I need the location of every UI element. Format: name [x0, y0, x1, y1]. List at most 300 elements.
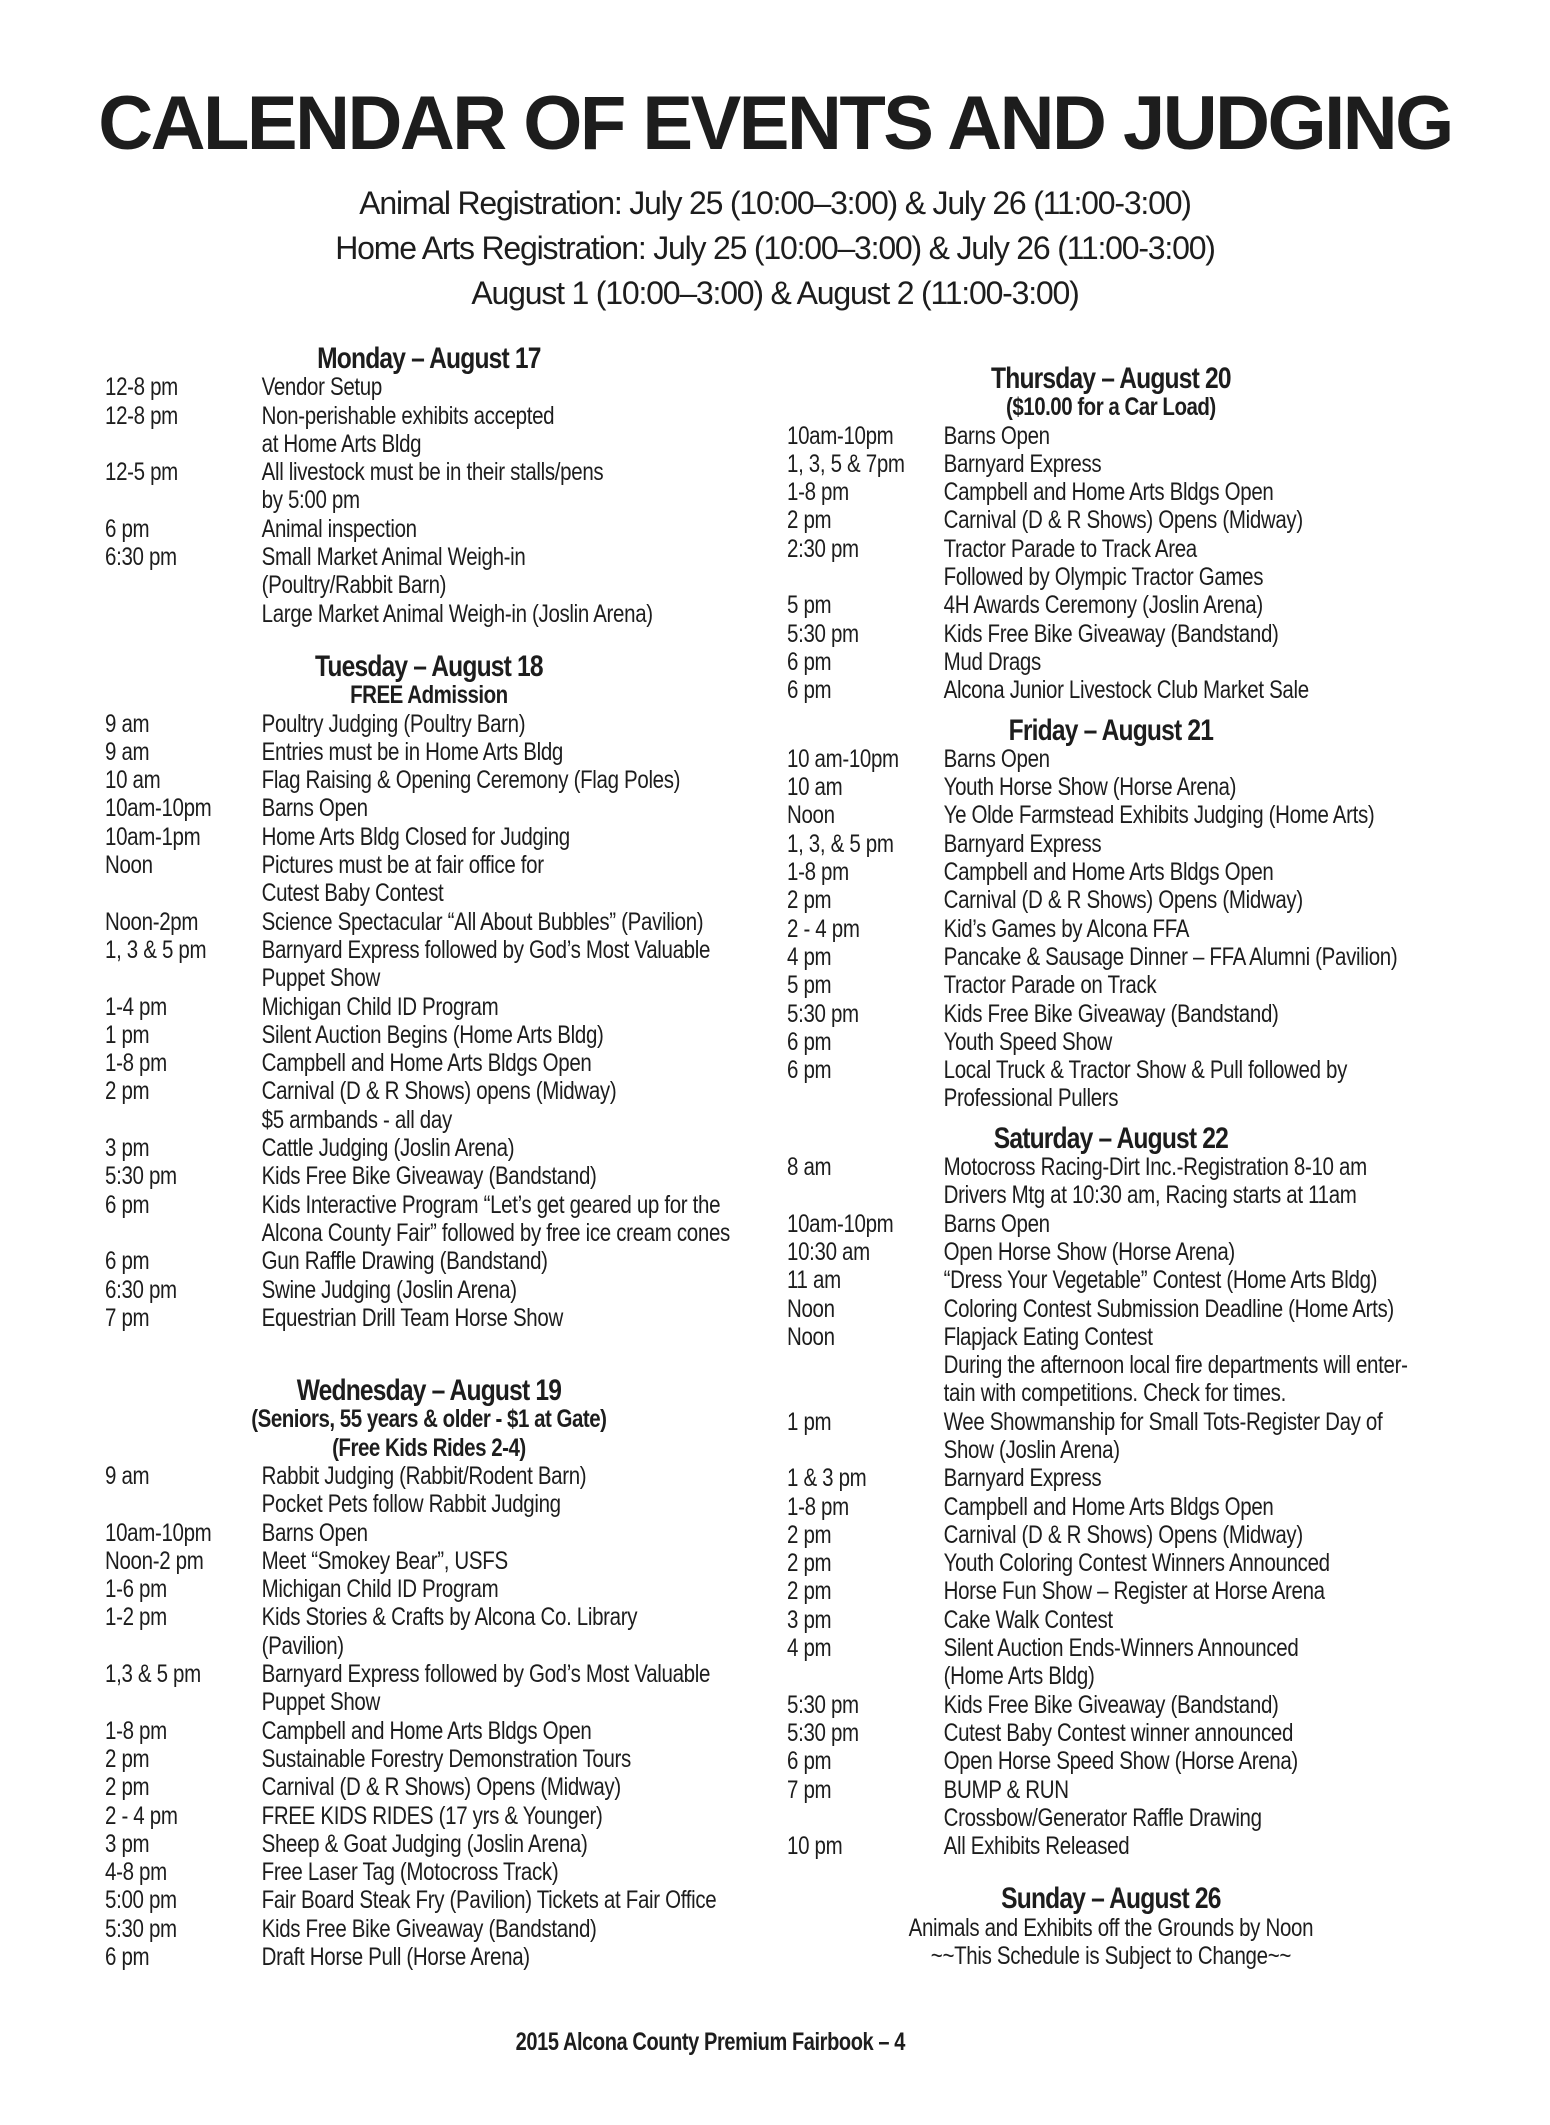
schedule-row — [105, 1519, 753, 1547]
row-time: 6 pm — [105, 1190, 150, 1219]
row-description-line: Carnival (D & R Shows) Opens (Midway) — [261, 1773, 621, 1802]
row-description — [262, 1304, 753, 1332]
row-description — [262, 1191, 753, 1248]
row-description-line: Horse Fun Show – Register at Horse Arena — [943, 1577, 1325, 1606]
column-left — [105, 342, 753, 1972]
row-time: 1 pm — [105, 1020, 150, 1049]
registration-line-home-arts: Home Arts Registration: July 25 (10:00–3:00) & July 26 (11:00-3:00) — [335, 230, 1215, 266]
row-time: 9 am — [105, 709, 150, 738]
section-note: Animals and Exhibits off the Grounds by Noon — [908, 1913, 1314, 1942]
schedule-row — [105, 823, 753, 851]
row-time: 3 pm — [787, 1605, 832, 1634]
row-description-line: Puppet Show — [261, 964, 380, 993]
row-description-line: Barnyard Express followed by God’s Most Valuable — [261, 935, 711, 964]
row-time: 7 pm — [105, 1303, 150, 1332]
row-description-line: Kids Free Bike Giveaway (Bandstand) — [261, 1914, 597, 1943]
row-time: 1, 3, 5 & 7pm — [787, 449, 905, 478]
schedule-row — [787, 1521, 1435, 1549]
row-description — [944, 535, 1435, 592]
row-description-line: Rabbit Judging (Rabbit/Rodent Barn) — [261, 1461, 587, 1490]
row-description-line: Silent Auction Ends-Winners Announced — [943, 1634, 1299, 1663]
row-time: 1-2 pm — [105, 1603, 167, 1632]
row-time: 6:30 pm — [105, 543, 177, 572]
row-time: 5:30 pm — [787, 999, 859, 1028]
row-description — [262, 1745, 753, 1773]
row-description-line: Barns Open — [943, 421, 1050, 450]
row-description-line: Kids Free Bike Giveaway (Bandstand) — [943, 999, 1279, 1028]
row-time: 6 pm — [787, 647, 832, 676]
schedule-row — [105, 1547, 753, 1575]
schedule-row — [105, 851, 753, 908]
row-description-line: Swine Judging (Joslin Arena) — [261, 1275, 517, 1304]
row-description — [944, 1464, 1435, 1492]
schedule-row — [787, 1549, 1435, 1577]
row-description-line: (Home Arts Bldg) — [943, 1662, 1095, 1691]
day-header-wednesday: Wednesday – August 19 — [296, 1374, 562, 1408]
row-description — [944, 1691, 1435, 1719]
schedule-row — [787, 1210, 1435, 1238]
row-description — [262, 851, 753, 908]
row-description — [262, 543, 753, 628]
row-description-line: Poultry Judging (Poultry Barn) — [261, 709, 526, 738]
row-description-line: Barnyard Express — [943, 829, 1102, 858]
row-time: 6:30 pm — [105, 1275, 177, 1304]
row-description-line: Youth Horse Show (Horse Arena) — [943, 773, 1237, 802]
row-time: Noon — [787, 1322, 835, 1351]
row-time: 2 - 4 pm — [787, 914, 860, 943]
row-description-line: All Exhibits Released — [943, 1832, 1130, 1861]
row-time: 2 pm — [787, 1577, 832, 1606]
sub-header-wednesday: (Seniors, 55 years & older - $1 at Gate) — [251, 1405, 607, 1434]
row-description-line: Barnyard Express — [943, 1464, 1102, 1493]
row-description-line: During the afternoon local fire departments will enter- — [943, 1351, 1408, 1380]
row-time: 1-8 pm — [787, 478, 849, 507]
schedule-row — [105, 402, 753, 459]
row-time: 1,3 & 5 pm — [105, 1660, 201, 1689]
row-description — [944, 1056, 1435, 1113]
schedule-row — [787, 1606, 1435, 1634]
schedule-row — [105, 1802, 753, 1830]
row-description-line: Pocket Pets follow Rabbit Judging — [261, 1490, 561, 1519]
row-description-line: at Home Arts Bldg — [261, 429, 422, 458]
row-description — [944, 1266, 1435, 1294]
schedule-row — [787, 858, 1435, 886]
row-description-line: Barns Open — [261, 794, 368, 823]
row-description-line: Cattle Judging (Joslin Arena) — [261, 1134, 515, 1163]
row-description — [262, 1886, 753, 1914]
schedule-row — [787, 1153, 1435, 1210]
row-description-line: Equestrian Drill Team Horse Show — [261, 1303, 563, 1332]
schedule-row — [787, 915, 1435, 943]
row-description — [262, 1077, 753, 1134]
row-description-line: All livestock must be in their stalls/pens — [261, 458, 604, 487]
row-time: 10 pm — [787, 1832, 843, 1861]
row-description — [262, 738, 753, 766]
day-header-monday: Monday – August 17 — [317, 342, 541, 375]
row-time: 11 am — [787, 1266, 841, 1295]
row-time: 2 pm — [105, 1773, 150, 1802]
row-description — [262, 766, 753, 794]
schedule-row — [787, 1408, 1435, 1465]
row-description — [944, 1776, 1435, 1833]
row-description-line: Kids Free Bike Giveaway (Bandstand) — [943, 619, 1279, 648]
row-description-line: Campbell and Home Arts Bldgs Open — [943, 1492, 1274, 1521]
schedule-row — [787, 943, 1435, 971]
section-friday — [787, 713, 1435, 1113]
row-description-line: Kids Stories & Crafts by Alcona Co. Library — [261, 1603, 638, 1632]
row-description-line: Barnyard Express — [943, 449, 1102, 478]
sub-header-wednesday: (Free Kids Rides 2-4) — [332, 1433, 526, 1462]
row-description — [944, 1210, 1435, 1238]
row-description — [262, 1049, 753, 1077]
row-description-line: Non-perishable exhibits accepted — [261, 401, 555, 430]
row-time: 4-8 pm — [105, 1858, 167, 1887]
row-description-line: (Poultry/Rabbit Barn) — [261, 571, 447, 600]
schedule-row — [105, 1049, 753, 1077]
row-description — [262, 458, 753, 515]
schedule-row — [105, 1462, 753, 1519]
schedule-row — [105, 458, 753, 515]
schedule-row — [787, 1295, 1435, 1323]
page-footer — [0, 2028, 1420, 2057]
row-time: 6 pm — [105, 1247, 150, 1276]
row-time: 1-8 pm — [787, 858, 849, 887]
row-description — [262, 1462, 753, 1519]
schedule-row — [787, 1266, 1435, 1294]
schedule-row — [787, 1719, 1435, 1747]
schedule-row — [105, 1943, 753, 1971]
schedule-row — [787, 535, 1435, 592]
day-header-friday: Friday – August 21 — [1008, 713, 1214, 747]
row-description — [944, 478, 1435, 506]
schedule-row — [105, 1021, 753, 1049]
row-description-line: Vendor Setup — [261, 373, 382, 402]
row-description — [262, 1773, 753, 1801]
row-time: 10 am-10pm — [787, 744, 899, 773]
row-description-line: Barns Open — [943, 744, 1050, 773]
row-time: 10am-10pm — [787, 1209, 894, 1238]
row-description — [944, 1577, 1435, 1605]
row-description — [262, 1830, 753, 1858]
row-description — [944, 886, 1435, 914]
day-header-saturday: Saturday – August 22 — [993, 1121, 1229, 1155]
row-description-line: Barns Open — [943, 1209, 1050, 1238]
schedule-row — [787, 422, 1435, 450]
row-description-line: Mud Drags — [943, 647, 1041, 676]
schedule-row — [787, 745, 1435, 773]
section-wednesday — [105, 1374, 753, 1972]
row-time: 4 pm — [787, 1634, 832, 1663]
schedule-row — [105, 1830, 753, 1858]
row-description-line: Followed by Olympic Tractor Games — [943, 563, 1264, 592]
row-description-line: Cake Walk Contest — [943, 1605, 1113, 1634]
row-time: 8 am — [787, 1153, 832, 1182]
schedule-row — [105, 1575, 753, 1603]
row-description-line: (Pavilion) — [261, 1631, 344, 1660]
row-description-line: Campbell and Home Arts Bldgs Open — [261, 1716, 592, 1745]
row-description — [944, 1606, 1435, 1634]
row-description-line: Free Laser Tag (Motocross Track) — [261, 1858, 559, 1887]
schedule-row — [105, 993, 753, 1021]
row-description-line: Campbell and Home Arts Bldgs Open — [943, 858, 1274, 887]
row-description-line: Cutest Baby Contest — [261, 879, 444, 908]
row-description — [944, 745, 1435, 773]
row-description-line: Alcona Junior Livestock Club Market Sale — [943, 676, 1309, 705]
row-description-line: Open Horse Show (Horse Arena) — [943, 1237, 1235, 1266]
row-description-line: BUMP & RUN — [943, 1775, 1069, 1804]
row-time: 2 pm — [787, 506, 832, 535]
row-time: 3 pm — [105, 1829, 150, 1858]
row-time: 7 pm — [787, 1775, 832, 1804]
row-description — [262, 823, 753, 851]
row-time: 12-8 pm — [105, 401, 178, 430]
row-description — [944, 943, 1435, 971]
row-description-line: Youth Speed Show — [943, 1027, 1113, 1056]
row-description-line: Large Market Animal Weigh-in (Joslin Arena) — [261, 599, 653, 628]
row-time: 1-6 pm — [105, 1575, 167, 1604]
row-description — [262, 1858, 753, 1886]
row-time: 9 am — [105, 737, 150, 766]
row-time: 1, 3 & 5 pm — [105, 935, 207, 964]
row-description-line: Gun Raffle Drawing (Bandstand) — [261, 1247, 548, 1276]
row-time: Noon-2 pm — [105, 1546, 204, 1575]
row-time: Noon — [105, 851, 153, 880]
row-description-line: Pictures must be at fair office for — [261, 851, 544, 880]
row-description — [262, 1547, 753, 1575]
row-description — [944, 1238, 1435, 1266]
row-description-line: 4H Awards Ceremony (Joslin Arena) — [943, 591, 1263, 620]
row-description-line: Barns Open — [261, 1518, 368, 1547]
row-description-line: Drivers Mtg at 10:30 am, Racing starts at 11am — [943, 1181, 1357, 1210]
row-description — [944, 1153, 1435, 1210]
schedule-row — [787, 1056, 1435, 1113]
schedule-row — [105, 1276, 753, 1304]
row-time: 10am-1pm — [105, 822, 201, 851]
row-time: 10:30 am — [787, 1237, 870, 1266]
section-note: ~~This Schedule is Subject to Change~~ — [930, 1942, 1292, 1971]
row-description-line: Carnival (D & R Shows) Opens (Midway) — [943, 1520, 1303, 1549]
row-time: 2 - 4 pm — [105, 1801, 178, 1830]
row-description — [262, 794, 753, 822]
row-time: 10 am — [787, 773, 843, 802]
row-description-line: Campbell and Home Arts Bldgs Open — [943, 478, 1274, 507]
schedule-row — [787, 1323, 1435, 1408]
row-description — [944, 915, 1435, 943]
row-description-line: Puppet Show — [261, 1688, 380, 1717]
schedule-row — [105, 936, 753, 993]
row-description — [944, 1521, 1435, 1549]
section-tuesday — [105, 649, 753, 1332]
row-description-line: tain with competitions. Check for times. — [943, 1379, 1286, 1408]
schedule-row — [787, 830, 1435, 858]
row-description-line: Professional Pullers — [943, 1084, 1119, 1113]
row-description — [944, 1719, 1435, 1747]
schedule-row — [105, 1603, 753, 1660]
row-time: 5 pm — [787, 971, 832, 1000]
schedule-row — [105, 908, 753, 936]
row-description-line: Kid’s Games by Alcona FFA — [943, 914, 1190, 943]
row-description-line: Carnival (D & R Shows) Opens (Midway) — [943, 506, 1303, 535]
row-description — [944, 971, 1435, 999]
schedule-row — [787, 591, 1435, 619]
schedule-row — [105, 1134, 753, 1162]
row-description-line: Silent Auction Begins (Home Arts Bldg) — [261, 1020, 604, 1049]
row-description-line: Fair Board Steak Fry (Pavilion) Tickets at Fair Office — [261, 1886, 717, 1915]
row-description-line: Flag Raising & Opening Ceremony (Flag Poles) — [261, 766, 681, 795]
row-description-line: Science Spectacular “All About Bubbles” (Pavilion) — [261, 907, 704, 936]
registration-line-august: August 1 (10:00–3:00) & August 2 (11:00-3:00) — [471, 275, 1079, 311]
sub-header-thursday: ($10.00 for a Car Load) — [1006, 393, 1216, 422]
schedule-row — [105, 1304, 753, 1332]
row-time: 2:30 pm — [787, 534, 859, 563]
row-description — [944, 1295, 1435, 1323]
row-description-line: Cutest Baby Contest winner announced — [943, 1718, 1294, 1747]
row-description-line: Campbell and Home Arts Bldgs Open — [261, 1049, 592, 1078]
row-time: 10am-10pm — [105, 794, 212, 823]
row-description-line: Motocross Racing-Dirt Inc.-Registration 8-10 am — [943, 1153, 1367, 1182]
row-description — [262, 1021, 753, 1049]
schedule-row — [105, 1191, 753, 1248]
schedule-row — [787, 971, 1435, 999]
schedule-row — [787, 450, 1435, 478]
row-description-line: Youth Coloring Contest Winners Announced — [943, 1549, 1330, 1578]
row-description — [944, 773, 1435, 801]
row-description — [944, 1549, 1435, 1577]
section-sunday — [787, 1882, 1435, 1971]
row-time: 5:30 pm — [105, 1162, 177, 1191]
row-description — [262, 1915, 753, 1943]
row-description — [262, 1603, 753, 1660]
schedule-row — [105, 1773, 753, 1801]
schedule-row — [787, 1634, 1435, 1691]
row-description — [262, 908, 753, 936]
row-time: 1-8 pm — [787, 1492, 849, 1521]
row-time: 6 pm — [105, 514, 150, 543]
section-saturday — [787, 1121, 1435, 1861]
row-time: 1 pm — [787, 1407, 832, 1436]
schedule-row — [105, 766, 753, 794]
row-time: 6 pm — [787, 1027, 832, 1056]
row-description-line: FREE KIDS RIDES (17 yrs & Younger) — [261, 1801, 603, 1830]
row-description-line: Crossbow/Generator Raffle Drawing — [943, 1803, 1262, 1832]
row-description-line: Carnival (D & R Shows) Opens (Midway) — [943, 886, 1303, 915]
row-time: 2 pm — [105, 1744, 150, 1773]
row-description — [262, 1943, 753, 1971]
schedule-row — [105, 1660, 753, 1717]
row-description-line: Kids Interactive Program “Let’s get geared up for the — [261, 1190, 721, 1219]
row-description — [944, 648, 1435, 676]
page-title: CALENDAR OF EVENTS AND JUDGING — [98, 81, 1452, 166]
row-time: 1 & 3 pm — [787, 1464, 867, 1493]
registration-line-animal: Animal Registration: July 25 (10:00–3:00) & July 26 (11:00-3:00) — [359, 185, 1191, 221]
row-description — [944, 450, 1435, 478]
row-description-line: Local Truck & Tractor Show & Pull followed by — [943, 1056, 1348, 1085]
row-description-line: Small Market Animal Weigh-in — [261, 543, 526, 572]
row-description-line: Pancake & Sausage Dinner – FFA Alumni (Pavilion) — [943, 942, 1398, 971]
row-description-line: $5 armbands - all day — [261, 1105, 452, 1134]
row-time: Noon — [787, 801, 835, 830]
row-time: 3 pm — [105, 1134, 150, 1163]
row-description — [944, 676, 1435, 704]
schedule-row — [787, 1238, 1435, 1266]
sub-header-tuesday: FREE Admission — [350, 681, 508, 710]
day-header-tuesday: Tuesday – August 18 — [315, 649, 543, 683]
row-description — [262, 1247, 753, 1275]
schedule-row — [787, 1776, 1435, 1833]
row-time: 2 pm — [787, 1549, 832, 1578]
schedule-row — [105, 1247, 753, 1275]
schedule-row — [105, 543, 753, 628]
row-description — [944, 1832, 1435, 1860]
row-description-line: Alcona County Fair” followed by free ice cream cones — [261, 1218, 730, 1247]
schedule-row — [787, 1691, 1435, 1719]
schedule-row — [787, 478, 1435, 506]
registration-info — [0, 181, 1550, 316]
row-description-line: Open Horse Speed Show (Horse Arena) — [943, 1747, 1298, 1776]
schedule-row — [105, 1915, 753, 1943]
row-description — [262, 1162, 753, 1190]
row-time: 5:30 pm — [787, 1718, 859, 1747]
row-description-line: Carnival (D & R Shows) opens (Midway) — [261, 1077, 617, 1106]
schedule-row — [105, 1162, 753, 1190]
row-description — [944, 858, 1435, 886]
row-time: 5 pm — [787, 591, 832, 620]
row-description — [944, 830, 1435, 858]
row-time: 1-8 pm — [105, 1716, 167, 1745]
column-right — [787, 362, 1435, 1971]
schedule-row — [787, 1493, 1435, 1521]
row-time: 10 am — [105, 766, 161, 795]
schedule-row — [105, 710, 753, 738]
row-time: 1-4 pm — [105, 992, 167, 1021]
row-description — [944, 1000, 1435, 1028]
row-description-line: “Dress Your Vegetable” Contest (Home Arts Bldg) — [943, 1266, 1378, 1295]
row-time: Noon-2pm — [105, 907, 199, 936]
row-time: 6 pm — [787, 1056, 832, 1085]
row-description — [944, 1493, 1435, 1521]
row-description — [944, 1408, 1435, 1465]
schedule-row — [105, 1858, 753, 1886]
row-description — [262, 1519, 753, 1547]
row-description — [262, 1276, 753, 1304]
schedule-row — [787, 1028, 1435, 1056]
row-description — [944, 620, 1435, 648]
schedule-row — [105, 373, 753, 401]
row-time: 6 pm — [105, 1943, 150, 1972]
schedule-row — [105, 1717, 753, 1745]
row-description — [262, 402, 753, 459]
day-header-thursday: Thursday – August 20 — [991, 362, 1231, 395]
row-time: 12-5 pm — [105, 458, 178, 487]
row-description-line: Sheep & Goat Judging (Joslin Arena) — [261, 1829, 588, 1858]
schedule-row — [787, 620, 1435, 648]
row-description — [262, 515, 753, 543]
row-time: 2 pm — [787, 886, 832, 915]
row-description-line: Meet “Smokey Bear”, USFS — [261, 1546, 508, 1575]
schedule-row — [787, 1747, 1435, 1775]
schedule-row — [787, 676, 1435, 704]
row-time: Noon — [787, 1294, 835, 1323]
schedule-row — [787, 1832, 1435, 1860]
row-time: 5:30 pm — [787, 619, 859, 648]
row-description-line: Ye Olde Farmstead Exhibits Judging (Home Arts) — [943, 801, 1375, 830]
day-header-sunday: Sunday – August 26 — [1001, 1882, 1221, 1916]
row-description-line: Barnyard Express followed by God’s Most Valuable — [261, 1660, 711, 1689]
row-description-line: Draft Horse Pull (Horse Arena) — [261, 1943, 530, 1972]
row-time: 4 pm — [787, 942, 832, 971]
schedule-row — [787, 506, 1435, 534]
schedule-row — [105, 1886, 753, 1914]
